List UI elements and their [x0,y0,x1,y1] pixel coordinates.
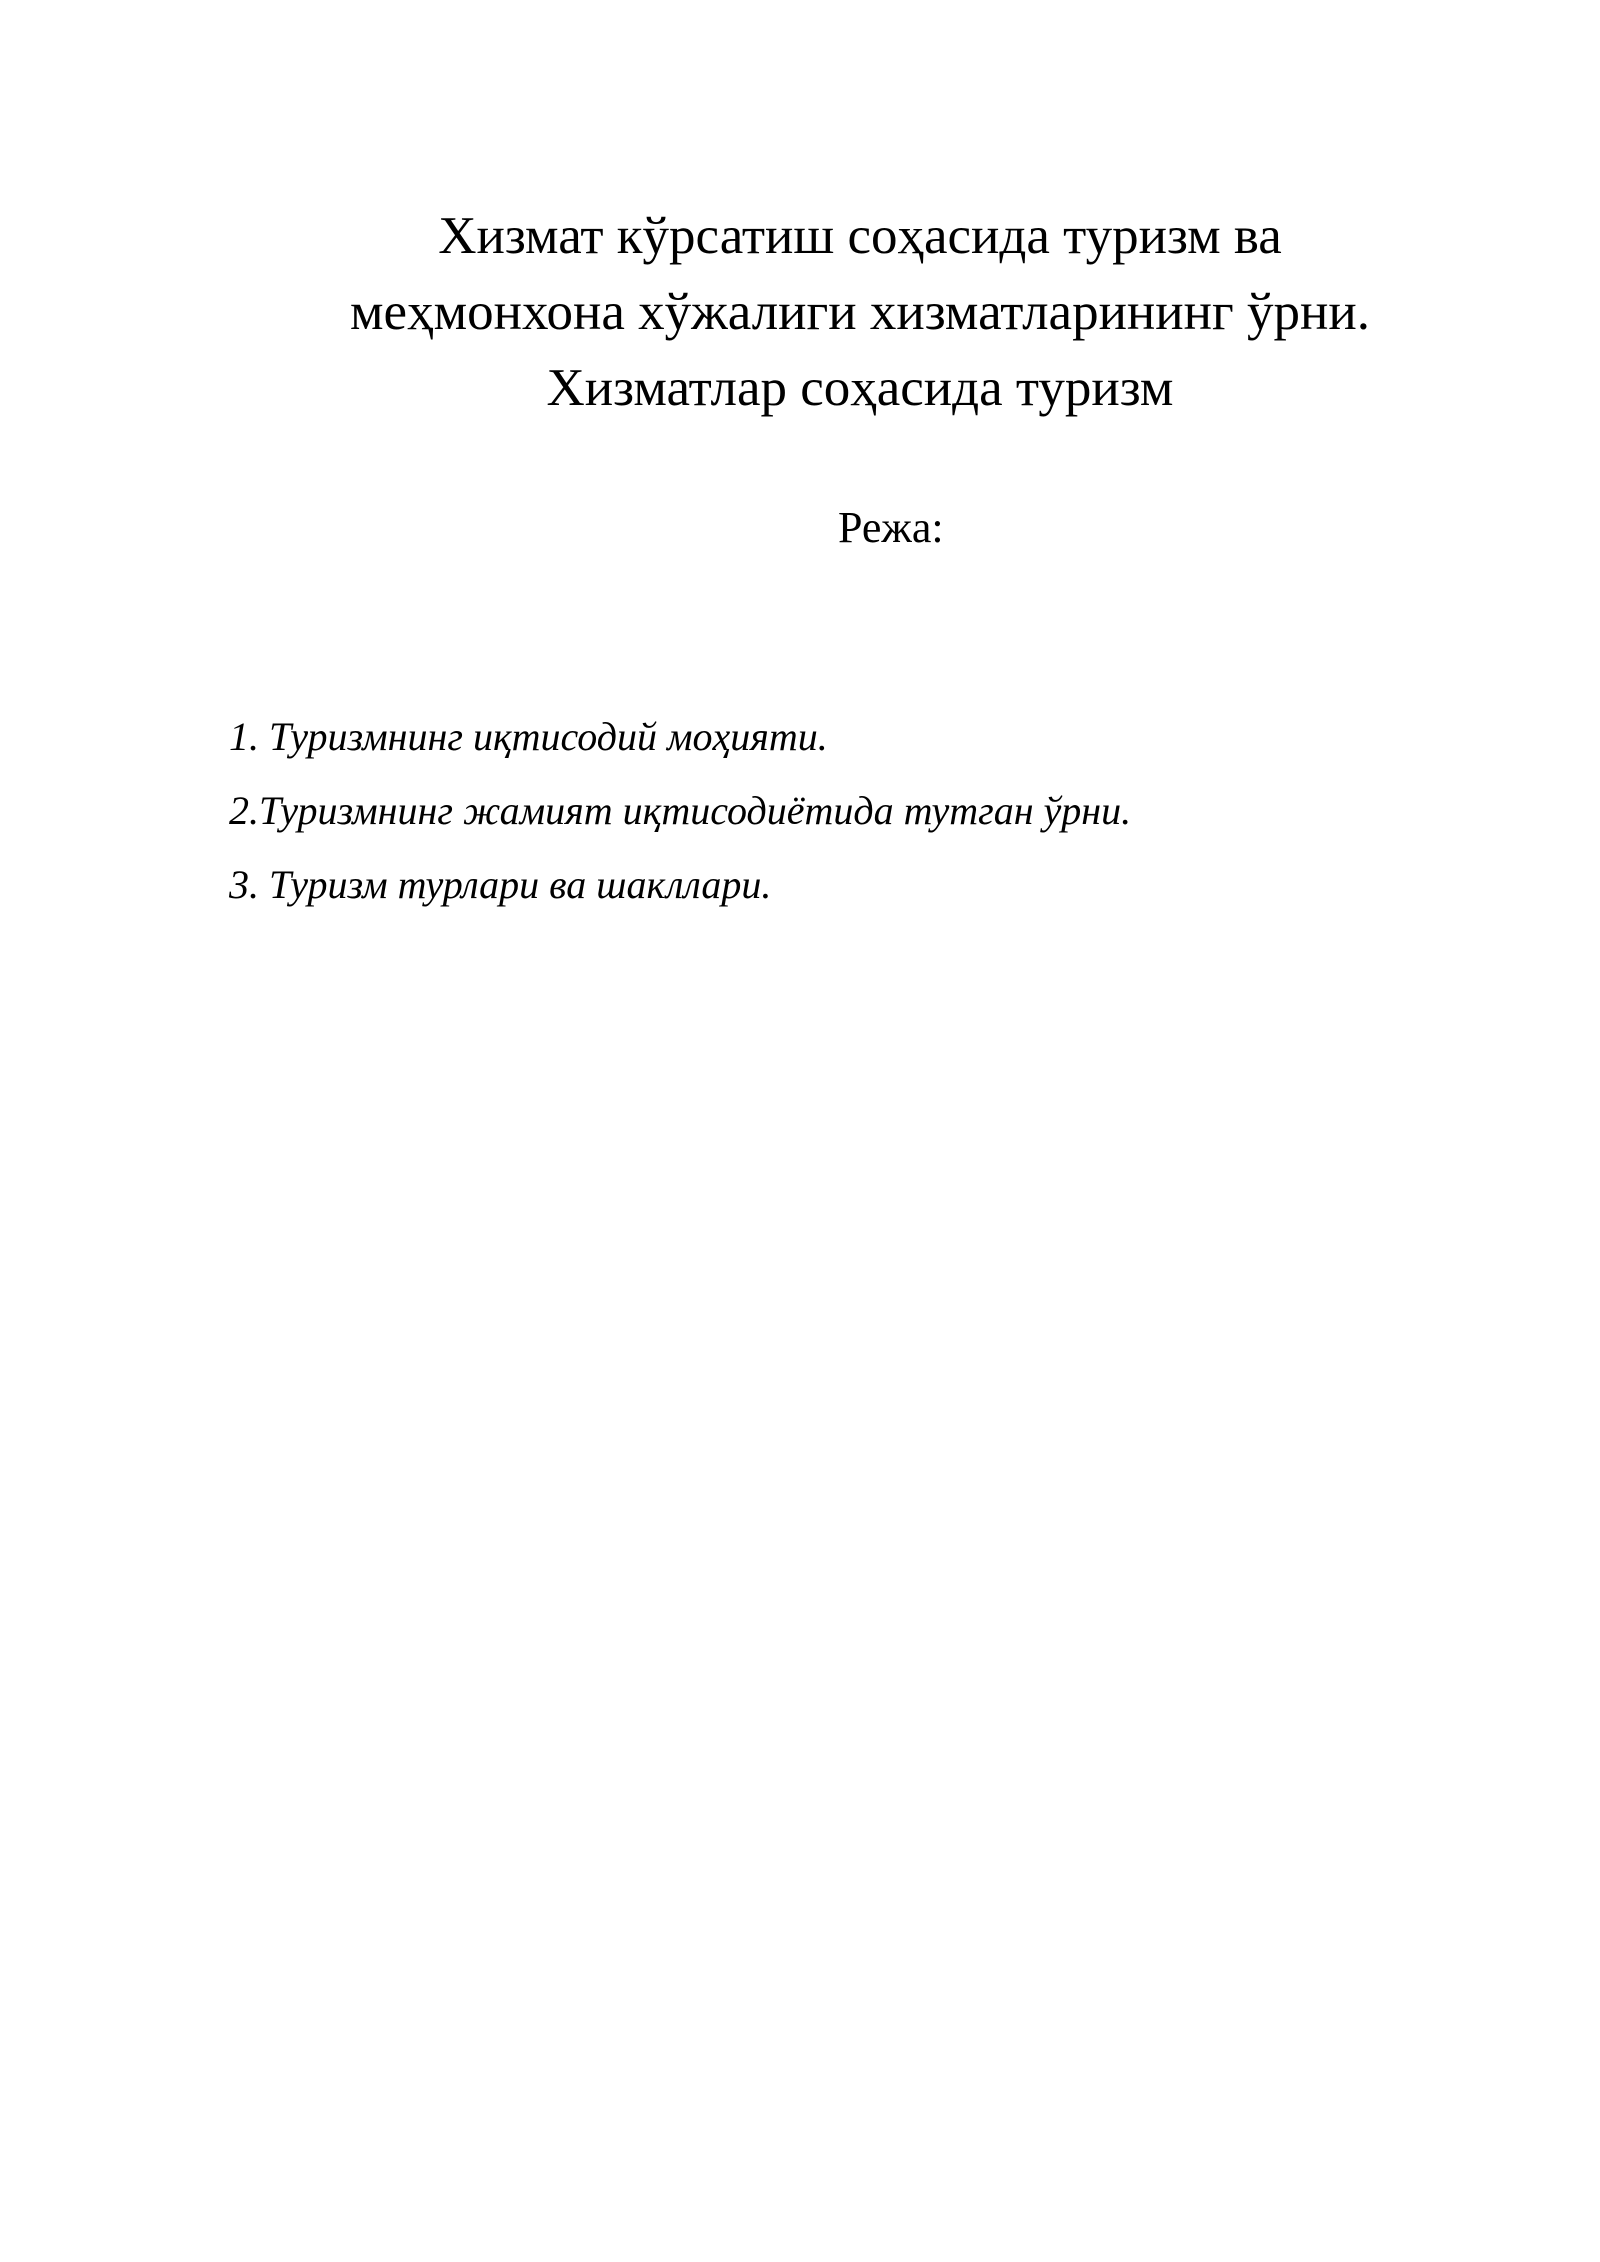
plan-heading: Режа: [838,503,944,552]
title-line-3: Хизматлар соҳасида туризм [546,358,1174,417]
title-line-2: меҳмонхона хўжалиги хизматларининг ўрни. [350,282,1370,341]
title-line-1: Хизмат кўрсатиш соҳасида туризм ва [438,206,1282,265]
page-title [230,198,1490,426]
plan-item-1: 1. Туризмнинг иқтисодий моҳияти. [229,714,828,759]
plan-list [229,712,1131,934]
plan-item-2: 2.Туризмнинг жамият иқтисодиётида тутган ўрни. [229,788,1132,833]
plan-item-3: 3. Туризм турлари ва шакллари. [229,862,772,907]
